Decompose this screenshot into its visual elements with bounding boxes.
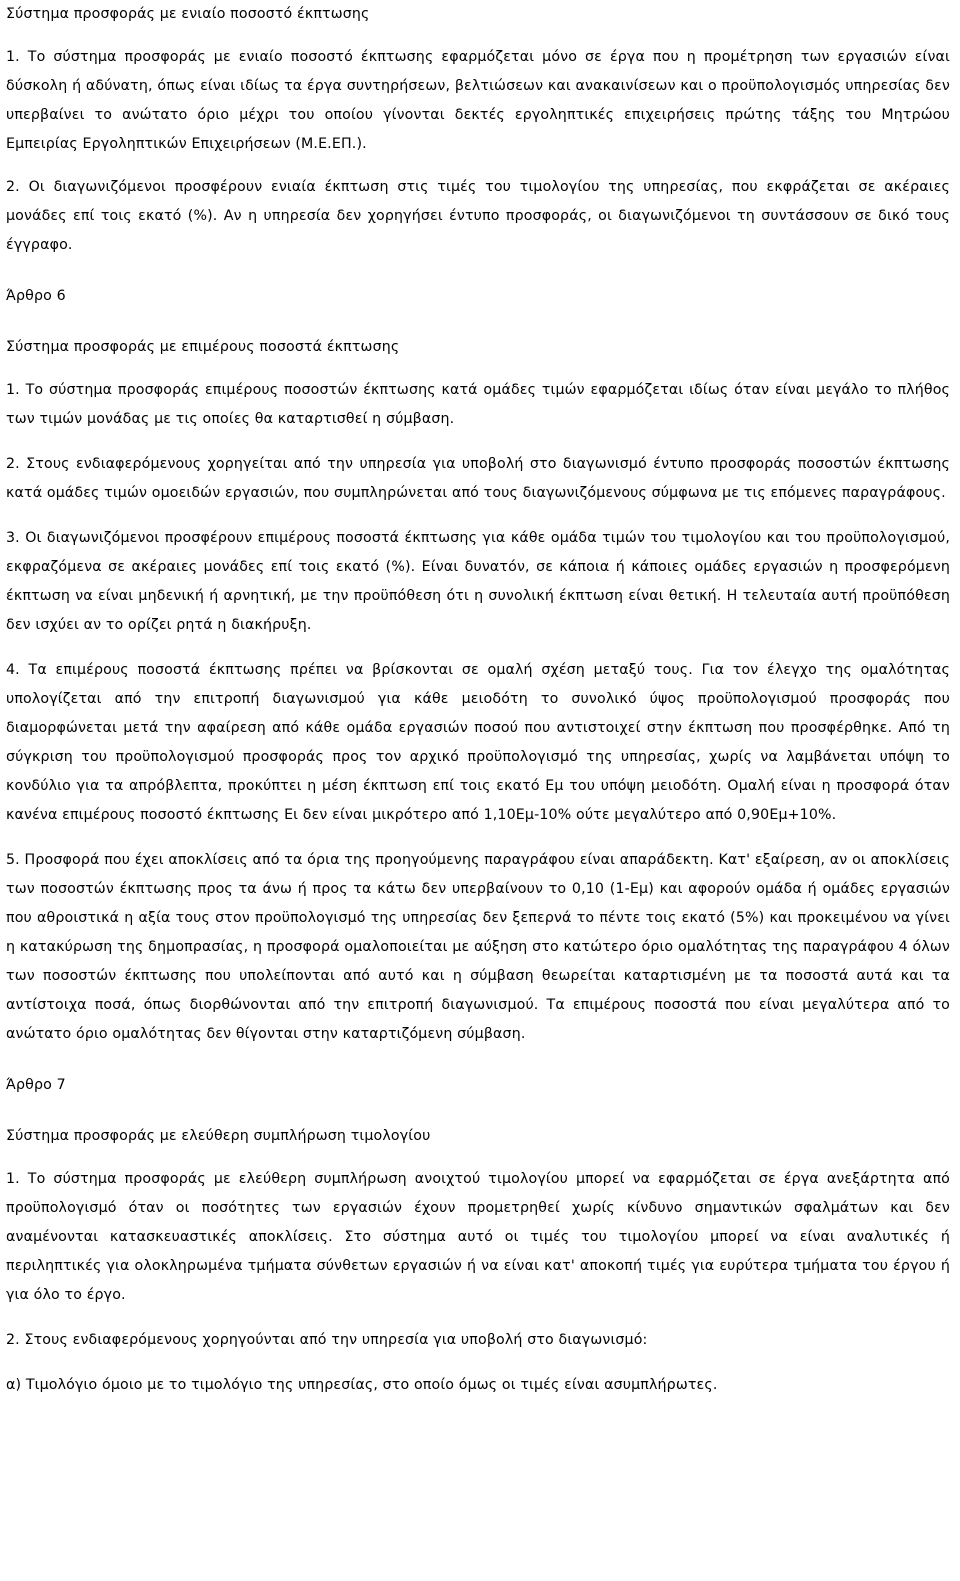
article-heading: Άρθρο 7 [6,1077,66,1093]
paragraph: 2. Οι διαγωνιζόμενοι προσφέρουν ενιαία έκπτωση στις τιμές του τιμολογίου της υπηρεσίας, που εκφράζεται σε ακέραιες μονάδες επί τοις εκατό (%). Αν η υπηρεσία δεν χορηγήσει έντυπο προσφοράς, οι διαγωνιζόμενοι τη συντάσσουν σε δικό τους έγγραφο. [6,179,950,253]
document-page [6,0,950,1400]
paragraph: 5. Προσφορά που έχει αποκλίσεις από τα όρια της προηγούμενης παραγράφου είναι απαράδεκτη. Κατ' εξαίρεση, αν οι αποκλίσεις των ποσοστών έκπτωσης προς τα άνω ή προς τα κάτω δεν υπερβαίνουν το 0,10 (1-Εμ) και αφορούν ομάδα ή ομάδες εργασιών που αθροιστικά η αξία τους στον προϋπολογισμό της υπηρεσίας δεν ξεπερνά το πέντε τοις εκατό (5%) και προκειμένου να γίνει η κατακύρωση της δημοπρασίας, η προσφορά ομαλοποιείται με αύξηση στο κατώτερο όριο ομαλότητας της παραγράφου 4 όλων των ποσοστών έκπτωσης που υπολείπονται από αυτό και η σύμβαση θεωρείται καταρτισμένη με τα ποσοστά αυτά και τα αντίστοιχα ποσά, όπως διορθώνονται από την επιτροπή διαγωνισμού. Τα επιμέρους ποσοστά που είναι μεγαλύτερα από το ανώτατο όριο ομαλότητας δεν θίγονται στην καταρτιζόμενη σύμβαση. [6,852,950,1042]
section-heading: Σύστημα προσφοράς με ενιαίο ποσοστό έκπτωσης [6,6,370,22]
paragraph: 3. Οι διαγωνιζόμενοι προσφέρουν επιμέρους ποσοστά έκπτωσης για κάθε ομάδα τιμών του τιμολογίου και του προϋπολογισμού, εκφραζόμενα σε ακέραιες μονάδες επί τοις εκατό (%). Είναι δυνατόν, σε κάποια ή κάποιες ομάδες εργασιών η προσφερόμενη έκπτωση να είναι μηδενική ή αρνητική, με την προϋπόθεση ότι η συνολική έκπτωση είναι θετική. Η τελευταία αυτή προϋπόθεση δεν ισχύει αν το ορίζει ρητά η διακήρυξη. [6,530,950,633]
section-heading: Σύστημα προσφοράς με επιμέρους ποσοστά έκπτωσης [6,339,400,355]
paragraph: 1. Το σύστημα προσφοράς με ελεύθερη συμπλήρωση ανοιχτού τιμολογίου μπορεί να εφαρμόζεται σε έργα ανεξάρτητα από προϋπολογισμό όταν οι ποσότητες των εργασιών έχουν προμετρηθεί χωρίς κίνδυνο σημαντικών σφαλμάτων και δεν αναμένονται κατασκευαστικές αποκλίσεις. Στο σύστημα αυτό οι τιμές του τιμολογίου μπορεί να είναι αναλυτικές ή περιληπτικές για ολοκληρωμένα τμήματα σύνθετων εργασιών ή να είναι κατ' αποκοπή τιμές για ευρύτερα τμήματα του έργου ή για όλο το έργο. [6,1171,950,1303]
paragraph: 1. Το σύστημα προσφοράς με ενιαίο ποσοστό έκπτωσης εφαρμόζεται μόνο σε έργα που η προμέτρηση των εργασιών είναι δύσκολη ή αδύνατη, όπως είναι ιδίως τα έργα συντηρήσεων, βελτιώσεων και ανακαινίσεων και ο προϋπολογισμός υπηρεσίας δεν υπερβαίνει το ανώτατο όριο μέχρι του οποίου γίνονται δεκτές εργοληπτικές επιχειρήσεις πρώτης τάξης του Μητρώου Εμπειρίας Εργοληπτικών Επιχειρήσεων (Μ.Ε.ΕΠ.). [6,49,950,152]
section-heading: Σύστημα προσφοράς με ελεύθερη συμπλήρωση τιμολογίου [6,1128,431,1144]
paragraph: α) Τιμολόγιο όμοιο με το τιμολόγιο της υπηρεσίας, στο οποίο όμως οι τιμές είναι ασυμπλήρωτες. [6,1377,718,1393]
paragraph: 2. Στους ενδιαφερόμενους χορηγείται από την υπηρεσία για υποβολή στο διαγωνισμό έντυπο προσφοράς ποσοστών έκπτωσης κατά ομάδες τιμών ομοειδών εργασιών, που συμπληρώνεται από τους διαγωνιζόμενους σύμφωνα με τις επόμενες παραγράφους. [6,456,950,501]
article-heading: Άρθρο 6 [6,288,66,304]
paragraph: 2. Στους ενδιαφερόμενους χορηγούνται από την υπηρεσία για υποβολή στο διαγωνισμό: [6,1332,648,1348]
paragraph: 1. Το σύστημα προσφοράς επιμέρους ποσοστών έκπτωσης κατά ομάδες τιμών εφαρμόζεται ιδίως όταν είναι μεγάλο το πλήθος των τιμών μονάδας με τις οποίες θα καταρτισθεί η σύμβαση. [6,382,950,427]
paragraph: 4. Τα επιμέρους ποσοστά έκπτωσης πρέπει να βρίσκονται σε ομαλή σχέση μεταξύ τους. Για τον έλεγχο της ομαλότητας υπολογίζεται από την επιτροπή διαγωνισμού για κάθε μειοδότη το συνολικό ύψος προϋπολογισμού προσφοράς που διαμορφώνεται μετά την αφαίρεση από κάθε ομάδα εργασιών ποσού που αντιστοιχεί στην έκπτωση που προσφέρθηκε. Από τη σύγκριση του προϋπολογισμού προσφοράς προς τον αρχικό προϋπολογισμό της υπηρεσίας, χωρίς να λαμβάνεται υπόψη το κονδύλιο για τα απρόβλεπτα, προκύπτει η μέση έκπτωση επί τοις εκατό Εμ του υπόψη μειοδότη. Ομαλή είναι η προσφορά όταν κανένα επιμέρους ποσοστό έκπτωσης Ει δεν είναι μικρότερο από 1,10Εμ-10% ούτε μεγαλύτερο από 0,90Εμ+10%. [6,662,950,823]
